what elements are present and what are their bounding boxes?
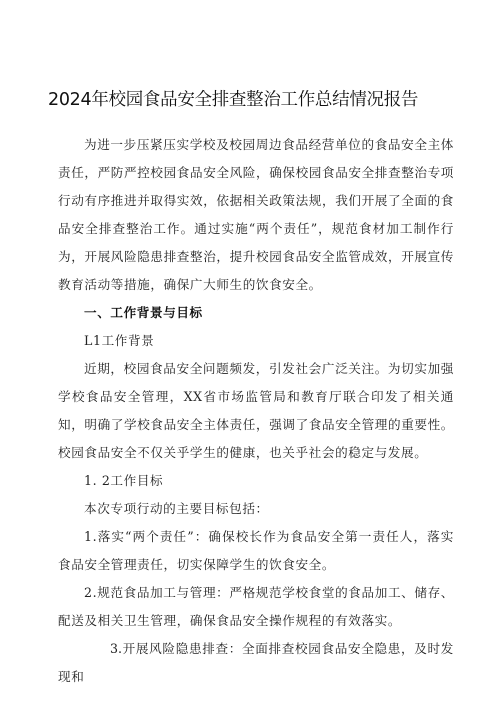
subheading-work-goals: 1. 2工作目标 [84, 473, 164, 488]
goal-item-3-number: 3 [110, 641, 119, 656]
goal-item-2: 2.规范食品加工与管理：严格规范学校食堂的食品加工、储存、配送及相关卫生管理，确保食品安全操作规程的有效落实。 [58, 585, 454, 628]
goal-item-3 [58, 635, 454, 691]
document-body [58, 131, 454, 691]
intro-paragraph: 为进一步压紧压实学校及校园周边食品经营单位的食品安全主体责任，严防严控校园食品安全风险，确保校园食品安全排查整治专项行动有序推进并取得实效，依据相关政策法规，我们开展了全面的食品安全排查整治工作。通过实施“两个责任”，规范食材加工制作行为，开展风险隐患排查整治，提升校园食品安全监管成效，开展宣传教育活动等措施，确保广大师生的饮食安全。 [58, 137, 454, 292]
goals-intro: 本次专项行动的主要目标包括： [84, 501, 269, 516]
goal-item-1: 1.落实“两个责任”：确保校长作为食品安全第一责任人，落实食品安全管理责任，切实保障学生的饮食安全。 [58, 529, 454, 572]
section-heading-background-goals: 一、工作背景与目标 [84, 305, 203, 320]
goal-item-3-text: .开展风险隐患排查：全面排查校园食品安全隐患，及时发现和 [58, 641, 454, 684]
background-paragraph: 近期，校园食品安全问题频发，引发社会广泛关注。为切实加强学校食品安全管理，XX省市场监管局和教育厅联合印发了相关通知，明确了学校食品安全主体责任，强调了食品安全管理的重要性。校园食品安全不仅关乎学生的健康，也关乎社会的稳定与发展。 [58, 361, 454, 460]
subheading-work-background: L1工作背景 [84, 333, 155, 348]
document-title: 2024年校园食品安全排查整治工作总结情况报告 [48, 90, 419, 110]
